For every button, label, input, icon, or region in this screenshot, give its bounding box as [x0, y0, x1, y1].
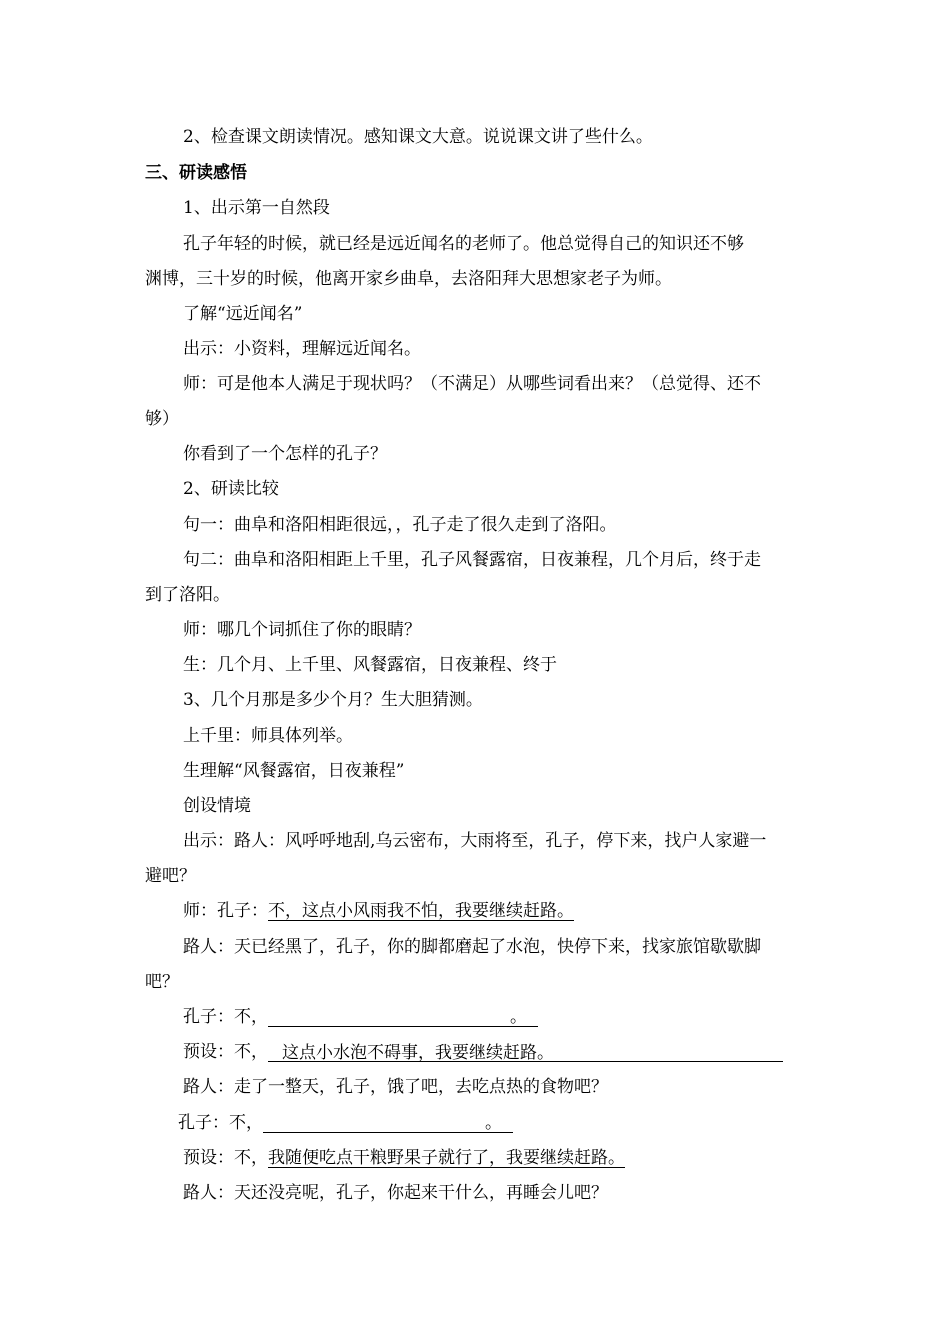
paragraph-line: 生理解“风餐露宿，日夜兼程” [183, 761, 405, 781]
paragraph-line: 师：哪几个词抓住了你的眼睛？ [183, 620, 421, 640]
paragraph-line: 生：几个月、上千里、风餐露宿，日夜兼程、终于 [183, 655, 557, 675]
paragraph-line: 1、出示第一自然段 [183, 198, 330, 218]
paragraph-line: 出示：路人：风呼呼地刮,乌云密布，大雨将至，孔子，停下来，找户人家避一 [183, 831, 767, 851]
paragraph-line: 路人：天还没亮呢，孔子，你起来干什么，再睡会儿吧？ [183, 1183, 608, 1203]
paragraph-line: 3、几个月那是多少个月？生大胆猜测。 [183, 690, 483, 710]
underlined-answer: 这点小水泡不碍事，我要继续赶路。 [282, 1043, 554, 1063]
paragraph-line: 到了洛阳。 [145, 585, 230, 605]
fill-in-line [183, 1007, 538, 1027]
paragraph-line: 渊博，三十岁的时候，他离开家乡曲阜，去洛阳拜大思想家老子为师。 [145, 269, 672, 289]
dialogue-line [183, 1042, 783, 1062]
paragraph-line: 避吧？ [145, 866, 196, 886]
paragraph-line: 了解“远近闻名” [183, 304, 303, 324]
dialogue-prefix: 孔子：不， [178, 1113, 263, 1133]
underlined-answer: 我随便吃点干粮野果子就行了，我要继续赶路。 [268, 1148, 625, 1168]
dialogue-prefix: 预设：不， [183, 1042, 268, 1062]
dialogue-line [183, 1148, 625, 1168]
paragraph-line: 吧？ [145, 972, 179, 992]
fill-in-line [178, 1113, 513, 1133]
dialogue-prefix: 预设：不， [183, 1148, 268, 1168]
paragraph-line: 创设情境 [183, 796, 251, 816]
answer-blank [268, 1043, 783, 1062]
paragraph-line: 2、检查课文朗读情况。感知课文大意。说说课文讲了些什么。 [183, 127, 653, 147]
paragraph-line: 路人：走了一整天，孔子，饿了吧，去吃点热的食物吧？ [183, 1077, 608, 1097]
paragraph-line: 句一：曲阜和洛阳相距很远，，孔子走了很久走到了洛阳。 [183, 515, 617, 535]
dialogue-line [183, 901, 574, 921]
paragraph-line: 上千里：师具体列举。 [183, 726, 353, 746]
paragraph-line: 够） [145, 409, 179, 429]
paragraph-line: 孔子年轻的时候，就已经是远近闻名的老师了。他总觉得自己的知识还不够 [183, 234, 744, 254]
underlined-answer: 不，这点小风雨我不怕，我要继续赶路。 [268, 901, 574, 921]
answer-blank [268, 1008, 538, 1027]
dialogue-prefix: 孔子：不， [183, 1007, 268, 1027]
paragraph-line: 你看到了一个怎样的孔子？ [183, 444, 387, 464]
paragraph-line: 出示：小资料，理解远近闻名。 [183, 339, 421, 359]
answer-blank [263, 1114, 513, 1133]
blank-period: 。 [485, 1113, 502, 1133]
dialogue-prefix: 师：孔子： [183, 901, 268, 921]
blank-period: 。 [510, 1007, 527, 1027]
paragraph-line: 句二：曲阜和洛阳相距上千里，孔子风餐露宿，日夜兼程，几个月后，终于走 [183, 550, 761, 570]
paragraph-line: 路人：天已经黑了，孔子，你的脚都磨起了水泡，快停下来，找家旅馆歇歇脚 [183, 937, 761, 957]
paragraph-line: 师：可是他本人满足于现状吗？（不满足）从哪些词看出来？（总觉得、还不 [183, 374, 761, 394]
section-heading: 三、研读感悟 [145, 163, 247, 183]
paragraph-line: 2、研读比较 [183, 479, 279, 499]
